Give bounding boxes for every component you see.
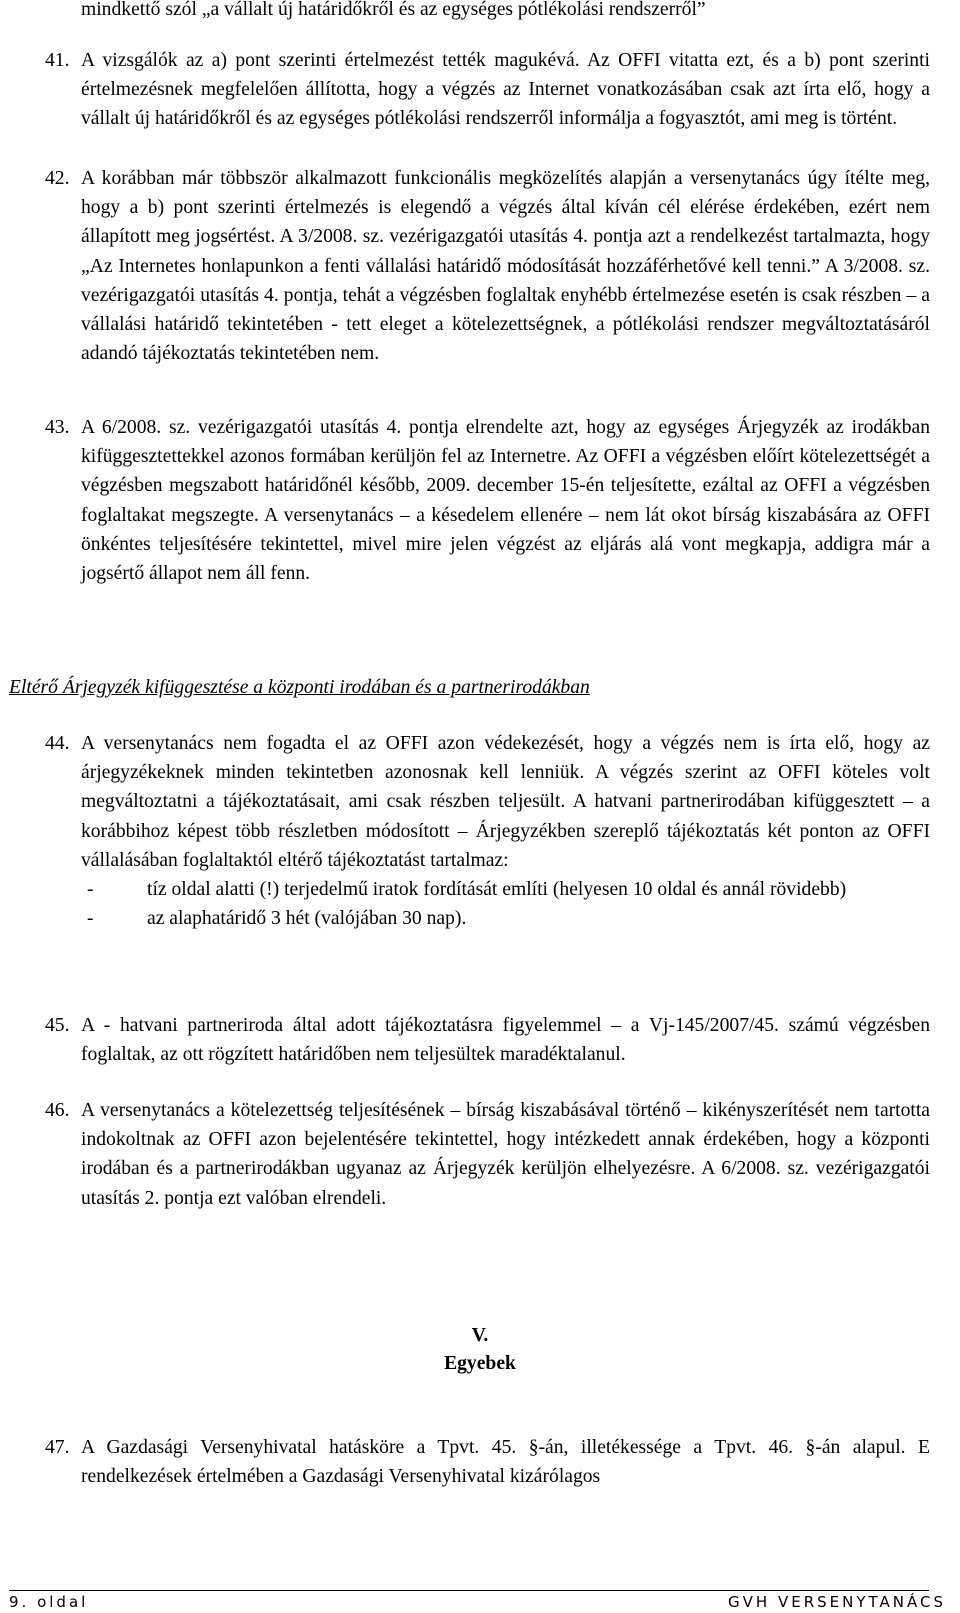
paragraph-41 <box>45 46 930 134</box>
list-item-text: tíz oldal alatti (!) terjedelmű iratok fordítását említi (helyesen 10 oldal és annál rövidebb) <box>147 879 847 901</box>
paragraph-text: A Gazdasági Versenyhivatal hatásköre a Tpvt. 45. §-án, illetékessége a Tpvt. 46. §-án alapul. E rendelkezések értelmében a Gazdasági Versenyhivatal kizárólagos <box>81 1437 930 1488</box>
chapter-title: Egyebek <box>444 1353 516 1374</box>
paragraph-40-text: mindkettő szól „a vállalt új határidőkről és az egységes pótlékolási rendszerről” <box>81 0 706 20</box>
paragraph-45 <box>45 1011 930 1069</box>
footer-organization: GVH VERSENYTANÁCS <box>728 1593 946 1611</box>
paragraph-text: A - hatvani partneriroda által adott tájékoztatásra figyelemmel – a Vj-145/2007/45. számú végzésben foglaltak, az ott rögzített határidőben nem teljesültek maradéktalanul. <box>81 1015 930 1066</box>
paragraph-text: A vizsgálók az a) pont szerinti értelmezést tették magukévá. Az OFFI vitatta ezt, és a b) pont szerinti értelmezésnek megfelelően állította, hogy a végzés az Internet vonatkozásában csak azt írta elő, hogy a vállalt új határidőkről és az egységes pótlékolási rendszerről informálja a fogyasztót, ami meg is történt. <box>81 50 930 130</box>
paragraph-number: 43. <box>45 417 70 438</box>
paragraph-text: A versenytanács nem fogadta el az OFFI azon védekezését, hogy a végzés nem is írta elő, hogy az árjegyzékeknek minden tekintetben azonosnak kell lenniük. A végzés szerint az OFFI köteles volt megváltoztatni a tájékoztatásait, ami csak részben teljesült. A hatvani partnerirodában kifüggesztett – a korábbihoz képest több részletben módosított – Árjegyzékben szereplő tájékoztatás két ponton az OFFI vállalásában foglaltaktól eltérő tájékoztatást tartalmaz: <box>81 733 930 871</box>
paragraph-44 <box>45 729 930 933</box>
list-item <box>81 904 930 933</box>
paragraph-40-continuation <box>45 0 930 24</box>
footer-divider <box>9 1590 929 1591</box>
paragraph-text: A versenytanács a kötelezettség teljesítésének – bírság kiszabásával történő – kikényszerítését nem tartotta indokoltnak az OFFI azon bejelentésére tekintettel, hogy intézkedett annak érdekében, hogy a központi irodában és a partnerirodákban ugyanaz az Árjegyzék kerüljön elhelyezésre. A 6/2008. sz. vezérigazgatói utasítás 2. pontja ezt valóban elrendeli. <box>81 1100 930 1209</box>
paragraph-number: 47. <box>45 1437 70 1458</box>
section-heading: Eltérő Árjegyzék kifüggesztése a központi irodában és a partnerirodákban <box>9 677 590 698</box>
paragraph-text: A korábban már többször alkalmazott funkcionális megközelítés alapján a versenytanács úgy ítélte meg, hogy a b) pont szerinti értelmezés is elegendő a végzés által kíván cél elérése érdekében, ezért nem állapított meg jogsértést. A 3/2008. sz. vezérigazgatói utasítás 4. pontja azt a rendelkezést tartalmazta, hogy „Az Internetes honlapunkon a fenti vállalási határidő módosítását hozzáférhetővé kell tenni.” A 3/2008. sz. vezérigazgatói utasítás 4. pontja, tehát a végzésben foglaltak enyhébb értelmezése esetén is csak részben – a vállalási határidő tekintetében - tett eleget a kötelezettségnek, a pótlékolási rendszer megváltoztatásáról adandó tájékoztatás tekintetében nem. <box>81 168 930 365</box>
chapter-number: V. <box>471 1325 489 1346</box>
paragraph-number: 41. <box>45 50 70 71</box>
paragraph-number: 42. <box>45 168 70 189</box>
list-dash: - <box>87 908 94 930</box>
paragraph-46 <box>45 1096 930 1213</box>
list-dash: - <box>87 879 94 901</box>
paragraph-47 <box>45 1433 930 1491</box>
paragraph-43 <box>45 413 930 588</box>
list-item-text: az alaphatáridő 3 hét (valójában 30 nap). <box>147 908 467 930</box>
page-number: 9. oldal <box>9 1593 89 1611</box>
list-item <box>81 875 930 904</box>
paragraph-text: A 6/2008. sz. vezérigazgatói utasítás 4. pontja elrendelte azt, hogy az egységes Árjegyzék az irodákban kifüggesztettekkel azonos formában kerüljön fel az Internetre. Az OFFI a végzésben előírt kötelezettségét a végzésben megszabott határidőnél később, 2009. december 15-én teljesítette, ezáltal az OFFI a végzésben foglaltakat megszegte. A versenytanács – a késedelem ellenére – nem lát okot bírság kiszabására az OFFI önkéntes teljesítésére tekintettel, mivel mire jelen végzést az eljárás alá vont megkapja, addigra már a jogsértő állapot nem áll fenn. <box>81 417 930 585</box>
paragraph-number: 45. <box>45 1015 70 1036</box>
paragraph-42 <box>45 164 930 368</box>
paragraph-number: 44. <box>45 733 70 754</box>
paragraph-number: 46. <box>45 1100 70 1121</box>
